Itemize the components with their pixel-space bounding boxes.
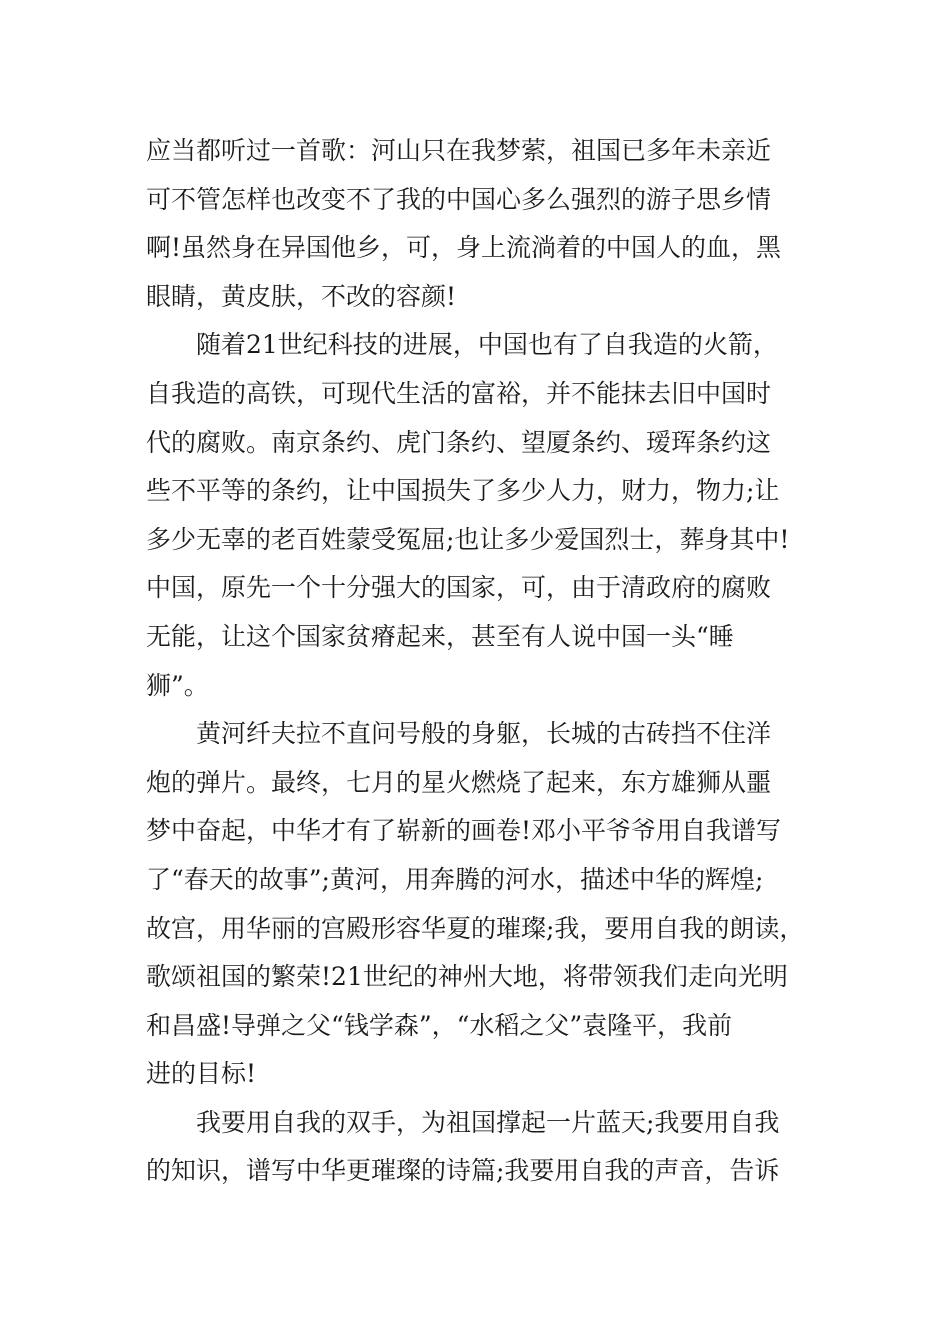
text-line: 眼睛，黄皮肤，不改的容颜! xyxy=(146,281,457,311)
document-body xyxy=(146,127,816,1196)
text-line: 可不管怎样也改变不了我的中国心多么强烈的游子思乡情 xyxy=(146,184,772,214)
text-line: 应当都听过一首歌：河山只在我梦萦，祖国已多年未亲近 xyxy=(146,136,772,165)
text-line: 代的腐败。南京条约、虎门条约、望厦条约、瑷珲条约这 xyxy=(146,427,772,457)
paragraph xyxy=(146,127,816,321)
text-line: 进的目标! xyxy=(146,1059,257,1089)
paragraph xyxy=(146,1099,816,1196)
text-line: 随着21世纪科技的进展，中国也有了自我造的火箭， xyxy=(146,330,778,360)
text-line: 些不平等的条约，让中国损失了多少人力，财力，物力;让 xyxy=(146,476,780,506)
text-line: 炮的弹片。最终，七月的星火燃烧了起来，东方雄狮从噩 xyxy=(146,767,772,797)
text-line: 梦中奋起，中华才有了崭新的画卷!邓小平爷爷用自我谱写 xyxy=(146,816,782,846)
text-line: 歌颂祖国的繁荣!21世纪的神州大地，将带领我们走向光明 xyxy=(146,962,788,992)
paragraph xyxy=(146,321,816,710)
text-line: 无能，让这个国家贫瘠起来，甚至有人说中国一头“睡 xyxy=(146,621,734,651)
text-line: 故宫，用华丽的宫殿形容华夏的璀璨;我，要用自我的朗读， xyxy=(146,913,805,943)
paragraph xyxy=(146,710,816,1099)
text-line: 了“春天的故事”;黄河，用奔腾的河水，描述中华的辉煌; xyxy=(146,864,764,894)
text-line: 黄河纤夫拉不直问号般的身躯，长城的古砖挡不住洋 xyxy=(146,719,772,749)
text-line: 我要用自我的双手，为祖国撑起一片蓝天;我要用自我 xyxy=(146,1107,780,1137)
text-line: 啊!虽然身在异国他乡，可，身上流淌着的中国人的血，黑 xyxy=(146,233,782,263)
text-line: 的知识，谱写中华更璀璨的诗篇;我要用自我的声音，告诉 xyxy=(146,1156,780,1186)
text-line: 和昌盛!导弹之父“钱学森”，“水稻之父”袁隆平，我前 xyxy=(146,1010,733,1040)
text-line: 多少无辜的老百姓蒙受冤屈;也让多少爱国烈士，葬身其中! xyxy=(146,524,790,554)
text-line: 中国，原先一个十分强大的国家，可，由于清政府的腐败 xyxy=(146,573,772,603)
text-line: 狮”。 xyxy=(146,670,209,700)
text-line: 自我造的高铁，可现代生活的富裕，并不能抹去旧中国时 xyxy=(146,378,772,408)
